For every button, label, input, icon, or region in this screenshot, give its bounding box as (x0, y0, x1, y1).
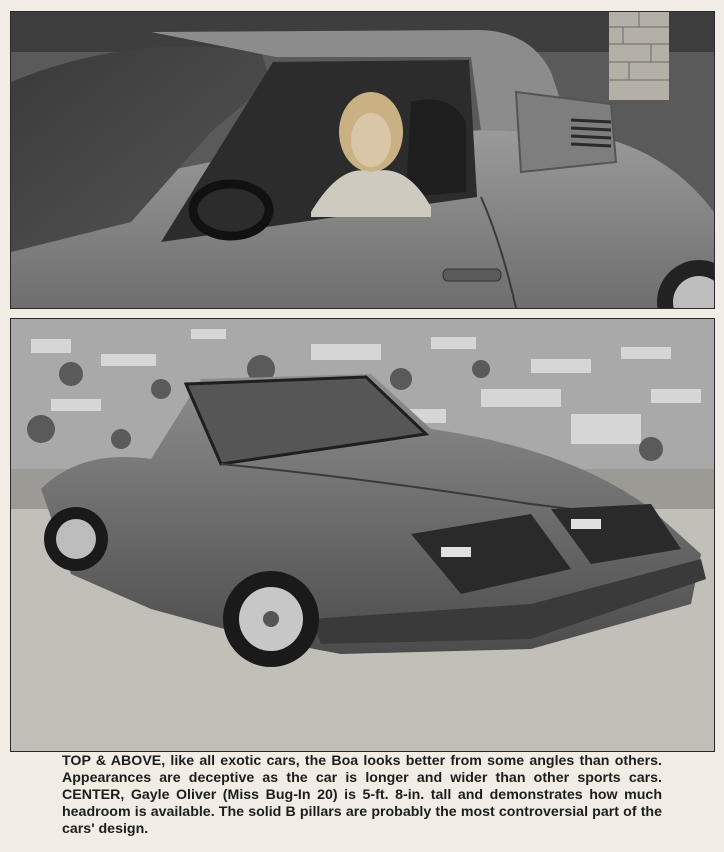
photo-bottom-illustration (11, 319, 714, 751)
photo-car-side-with-driver (10, 11, 715, 309)
photo-caption: TOP & ABOVE, like all exotic cars, the Boa looks better from some angles than others. Appearances are deceptive as the car is longer and wider than other sports cars. CENTER, Gayle Oliver (Miss Bug-In 20) is 5-ft. 8-in. tall and demonstrates how much headroom is available. The solid B pillars are probably the most controversial part of the cars' design. (62, 753, 662, 837)
photo-top-illustration (11, 12, 714, 308)
photo-car-front-city-view (10, 318, 715, 752)
